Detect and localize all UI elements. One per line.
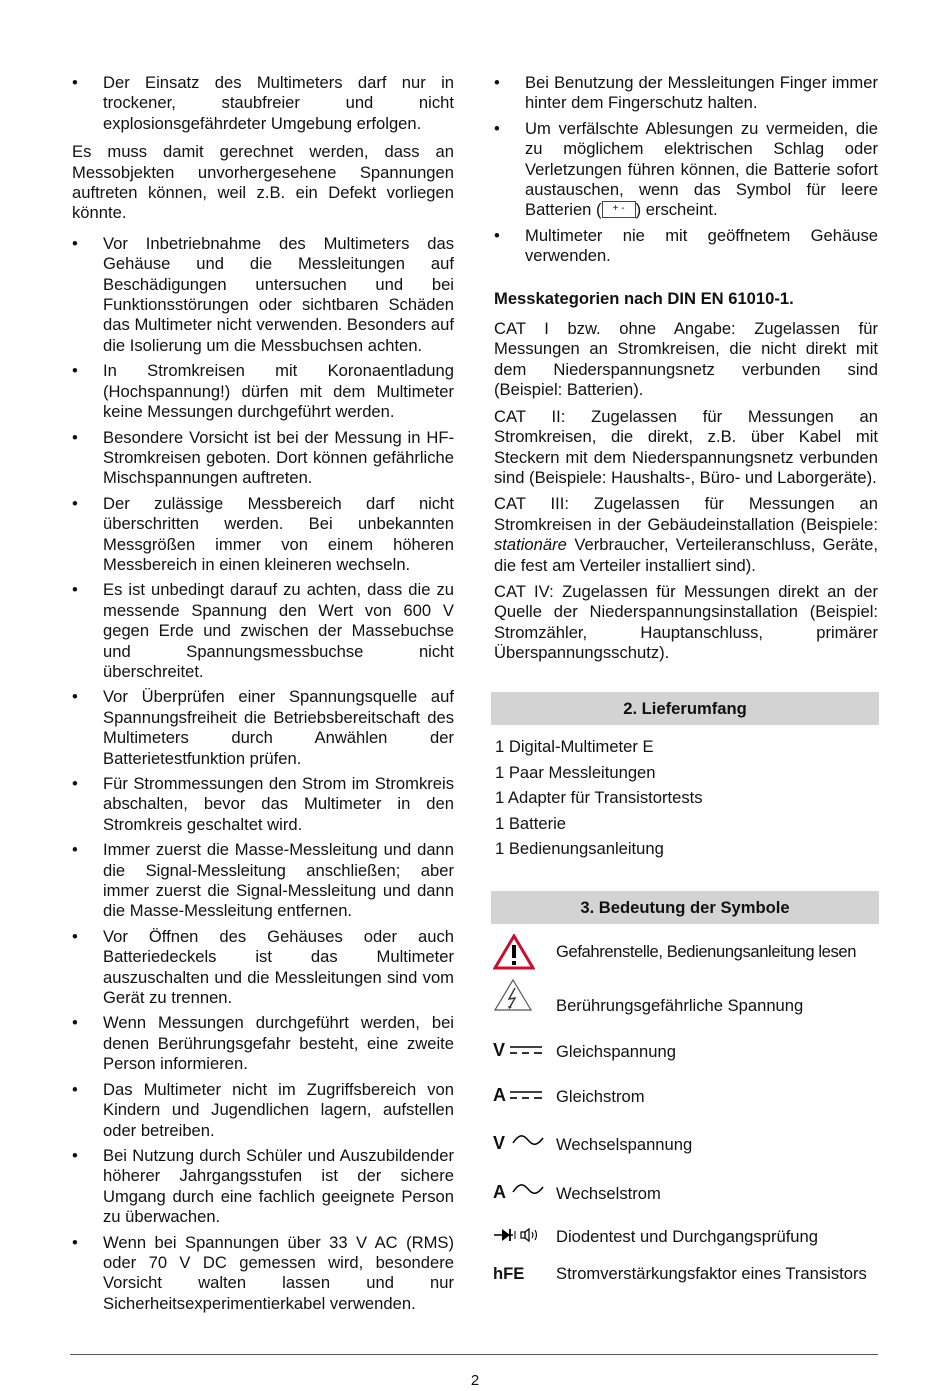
symbol-row-vdc xyxy=(493,1040,879,1064)
footer-divider xyxy=(70,1354,878,1355)
symbol-letter: A xyxy=(493,1085,506,1105)
cat-1-text: CAT I bzw. ohne Angabe: Zugelassen für Messungen an Stromkreisen, die nicht direkt mit dem Niederspannungsnetz verbunden sind (Beispiel: Batterien). xyxy=(494,319,878,400)
safety-list xyxy=(72,234,454,1314)
symbol-label: Gleichspannung xyxy=(556,1042,676,1061)
list-item: • Multimeter nie mit geöffnetem Gehäuse verwenden. xyxy=(494,226,878,267)
list-item: • Vor Inbetriebnahme des Multimeters das Gehäuse und die Messleitungen auf Beschädigungen untersuchen und bei Funktionsstörungen oder sichtbaren Schäden das Multimeter nicht verwenden. Besonders auf die Isolierung um die Messbuchsen achten. xyxy=(72,234,454,356)
list-item: • Bei Benutzung der Messleitungen Finger immer hinter dem Fingerschutz halten. xyxy=(494,73,878,114)
symbol-letter: V xyxy=(493,1040,506,1060)
symbol-row-hfe xyxy=(493,1264,879,1306)
hfe-symbol: hFE xyxy=(493,1264,525,1283)
section-2-header: 2. Lieferumfang xyxy=(491,692,879,725)
ac-voltage-icon xyxy=(493,1133,549,1153)
list-item: 1 Paar Messleitungen xyxy=(495,762,656,782)
left-top-list xyxy=(72,73,454,134)
list-item: • Der Einsatz des Multimeters darf nur in trockener, staubfreier und nicht explosionsgefährdeter Umgebung erfolgen. xyxy=(72,73,454,134)
list-item: • Bei Nutzung durch Schüler und Auszubildender höherer Jahrgangsstufen ist der sichere Umgang durch eine fachlich geeignete Person zu überwachen. xyxy=(72,1146,454,1228)
list-item: • Vor Öffnen des Gehäuses oder auch Batteriedeckels ist das Multimeter auszuschalten und die Messleitungen sind vom Gerät zu trennen. xyxy=(72,927,454,1009)
cat-3-text xyxy=(494,494,878,576)
ac-current-icon xyxy=(493,1182,549,1202)
symbol-row-shock xyxy=(493,978,879,1018)
list-item: • Der zulässige Messbereich darf nicht überschritten werden. Bei unbekannten Messgrößen immer von einem höheren Messbereich in einen kleineren wechseln. xyxy=(72,494,454,576)
symbol-row-vac xyxy=(493,1133,879,1157)
list-item: • Es ist unbedingt darauf zu achten, dass die zu messende Spannung den Wert von 600 V gegen Erde und zwischen der Massebuchse und Spannungsmessbuchse nicht überschreitet. xyxy=(72,580,454,682)
list-item: • Besondere Vorsicht ist bei der Messung in HF-Stromkreisen geboten. Dort können gefährliche Mischspannungen auftreten. xyxy=(72,428,454,489)
battery-bullet-text: Um verfälschte Ablesungen zu vermeiden, die zu möglichem elektrischen Schlag oder Verletzungen führen können, die Batterie sofort austauschen, wenn das Symbol für leere Batterien ( xyxy=(525,118,878,220)
delivery-list xyxy=(495,737,703,865)
symbol-row-warning xyxy=(493,934,879,974)
section-3-header: 3. Bedeutung der Symbole xyxy=(491,891,879,924)
right-list xyxy=(494,73,878,267)
symbol-label: Berührungsgefährliche Spannung xyxy=(556,996,804,1015)
warning-paragraph: Es muss damit gerechnet werden, dass an Messobjekten unvorhergesehene Spannungen auftreten können, weil z.B. ein Defekt vorliegen könnte. xyxy=(72,142,454,223)
warning-triangle-icon xyxy=(493,934,549,974)
list-item: 1 Digital-Multimeter E xyxy=(495,737,654,756)
diode-continuity-icon xyxy=(493,1225,549,1249)
dc-current-icon xyxy=(493,1085,549,1105)
symbol-label: Wechselstrom xyxy=(556,1184,661,1203)
symbol-row-adc xyxy=(493,1085,879,1109)
right-column xyxy=(494,73,878,670)
high-voltage-icon xyxy=(493,978,549,1016)
list-item: • Vor Überprüfen einer Spannungsquelle auf Spannungsfreiheit die Betriebsbereitschaft des Multimeters durch Anwählen der Batterietestfunktion prüfen. xyxy=(72,687,454,769)
list-item: • Wenn bei Spannungen über 33 V AC (RMS) oder 70 V DC gemessen wird, besondere Vorsicht walten lassen und nur Sicherheitsexperimentierkabel verwenden. xyxy=(72,1233,454,1315)
list-item: • Immer zuerst die Masse-Messleitung und dann die Signal-Messleitung anschließen; aber immer zuerst die Signal-Messleitung und dann die Masse-Messleitung entfernen. xyxy=(72,840,454,922)
page-number: 2 xyxy=(470,1372,480,1389)
left-column xyxy=(72,73,454,1319)
symbol-row-diode xyxy=(493,1225,879,1249)
list-item: 1 Adapter für Transistortests xyxy=(495,788,703,807)
symbol-label: Diodentest und Durchgangsprüfung xyxy=(556,1227,818,1246)
battery-bullet-end: ) erscheint. xyxy=(635,200,718,220)
list-item: • Wenn Messungen durchgeführt werden, bei denen Berührungsgefahr besteht, eine zweite Person informieren. xyxy=(72,1013,454,1074)
list-item: • Für Strommessungen den Strom im Stromkreis abschalten, bevor das Multimeter in den Stromkreis geschaltet wird. xyxy=(72,774,454,835)
list-item: • Das Multimeter nicht im Zugriffsbereich von Kindern und Jugendlichen lagern, aufstellen oder betreiben. xyxy=(72,1080,454,1141)
cat-3-text-a: CAT III: Zugelassen für Messungen an Stromkreisen in der Gebäudeinstallation (Beispiele: xyxy=(494,494,878,534)
symbol-label: Wechselspannung xyxy=(556,1135,693,1154)
symbol-label: Gleichstrom xyxy=(556,1087,645,1106)
symbol-letter: V xyxy=(493,1133,506,1153)
list-item: 1 Bedienungsanleitung xyxy=(495,839,664,858)
cat-heading: Messkategorien nach DIN EN 61010-1. xyxy=(494,288,794,308)
cat-3-text-b: Verbraucher, Verteileranschluss, Geräte, die fest am Verteiler installiert sind). xyxy=(494,535,878,575)
dc-voltage-icon xyxy=(493,1040,549,1060)
list-item xyxy=(494,119,878,221)
list-item: 1 Batterie xyxy=(495,813,567,833)
symbol-label: Stromverstärkungsfaktor eines Transistors xyxy=(556,1264,867,1283)
list-item: • In Stromkreisen mit Koronaentladung (Hochspannung!) dürfen mit dem Multimeter keine Messungen durchgeführt werden. xyxy=(72,361,454,422)
symbol-letter: A xyxy=(493,1182,506,1202)
cat-3-emphasis: stationäre xyxy=(494,535,567,555)
symbol-label: Gefahrenstelle, Bedienungsanleitung lesen xyxy=(556,942,857,961)
symbol-row-aac xyxy=(493,1182,879,1206)
battery-icon: + - xyxy=(602,201,636,218)
cat-4-text: CAT IV: Zugelassen für Messungen direkt an der Quelle der Niederspannungsinstallation (Beispiel: Stromzähler, Hauptanschluss, primärer Überspannungsschutz). xyxy=(494,581,878,663)
cat-2-text: CAT II: Zugelassen für Messungen an Stromkreisen, die direkt, z.B. über Kabel mit Steckern mit dem Niederspannungsnetz verbunden sind (Beispiele: Haushalts-, Büro- und Laborgeräte). xyxy=(494,406,878,487)
